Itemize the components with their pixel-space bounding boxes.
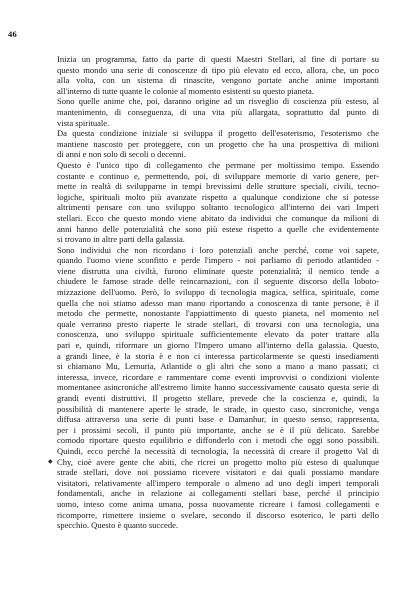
text-line: comodo riportare questo equilibrio e diffonderlo con i metodi che oggi sono possibili. xyxy=(57,435,379,446)
text-line: quando l'uomo viene sconfitto e perde l'impero - noi parliamo di periodo atlantideo - xyxy=(57,255,379,266)
text-line: vista spirituale. xyxy=(57,117,110,128)
text-line: pari e, quindi, riformare un giorno l'Impero umano all'interno della galassia. Questo, xyxy=(57,340,379,351)
text-line: momentanee asincroniche all'estremo limite hanno successivamente causato questa serie di xyxy=(57,382,379,393)
text-line: viene distrutta una civiltà, furono eliminate queste potenzialità; il nemico tende a xyxy=(57,265,379,276)
text-line: metodo che permette, nonostante l'appiattimento di questo pianeta, nel momento nel xyxy=(57,308,379,319)
text-line: Da questa condizione iniziale si sviluppa il progetto dell'esoterismo, l'esoterismo che xyxy=(57,128,379,139)
text-line: per i prossimi secoli, il punto più importante, anche se è il più delicato. Sarebbe xyxy=(57,424,379,435)
text-line: visitatori, relativamente all'impero temporale o almeno ad uno degli imperi temporali xyxy=(57,477,379,488)
text-line: mantenimento, di conseguenza, di una vita più allargata, soprattutto dal punto di xyxy=(57,106,379,117)
text-line: Sono individui che non ricordano i loro potenziali anche perché, come voi sapete, xyxy=(57,244,379,255)
text-line: mette in realtà di svilupparne in tempi brevissimi delle strutture speciali, civili, tecno- xyxy=(57,181,379,192)
body-text xyxy=(57,54,379,531)
text-line: mizzazione dell'uomo. Però, lo sviluppo di tecnologia magica, selfica, spirituale, come xyxy=(57,287,379,298)
text-line: interessa, invece, ricordare e rammentare come eventi improvvisi o condizioni violente xyxy=(57,371,379,382)
text-line: grandi eventi distruttivi. Il progetto stellare, prevede che la coscienza e, quindi, la xyxy=(57,393,379,403)
text-line: si chiamano Mu, Lemuria, Atlantide o gli altri che sono a mano a mano passati; ci xyxy=(57,361,379,372)
text-line: Questo è l'unico tipo di collegamento che permane per moltissimo tempo. Essendo xyxy=(57,159,379,170)
text-line: fondamentali, anche in relazione ai collegamenti stellari base, perché il principio xyxy=(57,488,379,499)
text-line: uomo, inteso come anima umana, possa nuovamente ricreare i famosi collegamenti e xyxy=(57,498,379,509)
text-line: diffusa attraverso una serie di punti base e Damanhur, in questo senso, rappresenta, xyxy=(57,414,379,425)
text-line: strade stellari, dove noi possiamo ricevere visitatori e dai quali possiamo mandare xyxy=(57,467,379,478)
text-line: quale verranno presto riaperte le strade stellari, di trovarsi con una tecnologia, una xyxy=(57,318,379,329)
page-number: 46 xyxy=(8,29,17,39)
text-line: altrimenti pensare con uno sviluppo soltanto tecnologico all'interno dei vari Imperi xyxy=(57,202,379,213)
text-line: ricomporre, rimettere insieme o svelare, secondo il discorso esoterico, le parti dello xyxy=(57,509,379,520)
text-line: a grandi linee, è la storia è e non ci interessa particolarmente se questi insediamenti xyxy=(57,350,379,361)
text-line: Inizia un programma, fatto da parte di questi Maestri Stellari, al fine di portare su xyxy=(57,54,379,64)
text-line: questo mondo una serie di conoscenze di tipo più elevato ed ecco, allora, che, un poco xyxy=(57,64,379,75)
text-line: logiche, spirituali molto più avanzate rispetto a qualunque condizione che si potesse xyxy=(57,191,379,202)
margin-mark: ◆ xyxy=(48,459,53,465)
text-line: anni hanno delle potenzialità che sono più estese rispetto a quelle che evidentemente xyxy=(57,223,379,234)
text-line: Sono quelle anime che, poi, daranno origine ad un risveglio di coscienza più esteso, al xyxy=(57,96,379,107)
text-line: Quindi, ecco perché la necessità di tecnologia, la necessità di creare il progetto Val di xyxy=(57,445,379,456)
text-line: Chy, cioè avere gente che abiti, che ricrei un progetto molto più esteso di qualunque xyxy=(57,456,379,467)
text-line: possibilità di mantenere aperte le strade, le strade, in questo caso, sincroniche, venga xyxy=(57,403,379,414)
text-line: quella che noi stiamo adesso man mano riportando a conoscenza di tante persone, è il xyxy=(57,297,379,308)
text-line: all'interno di tutte quante le colonie al momento esistenti su questo pianeta. xyxy=(57,85,314,96)
text-line: conoscenza, uno sviluppo spirituale sufficientemente elevato da poter trattare alla xyxy=(57,329,379,340)
text-line: stellari. Ecco che questo mondo viene abitato da individui che comunque da milioni di xyxy=(57,212,379,223)
text-line: si trovano in altre parti della galassia. xyxy=(57,234,185,245)
text-line: di anni e non solo di secoli o decenni. xyxy=(57,149,186,160)
text-line: costante e continuo e, permettendo, poi, di sviluppare memorie di vario genere, per- xyxy=(57,170,379,181)
text-line: chiudere le famose strade delle reincarnazioni, con il seguente discorso della loboto- xyxy=(57,276,379,287)
text-line: mantiene nascosto per proteggere, con un progetto che ha una prospettiva di milioni xyxy=(57,138,379,149)
text-line: specchio. Questo è quanto succede. xyxy=(57,520,179,531)
text-line: alla volta, con un sistema di rinascite, vengono portate anche anime importanti xyxy=(57,75,379,86)
